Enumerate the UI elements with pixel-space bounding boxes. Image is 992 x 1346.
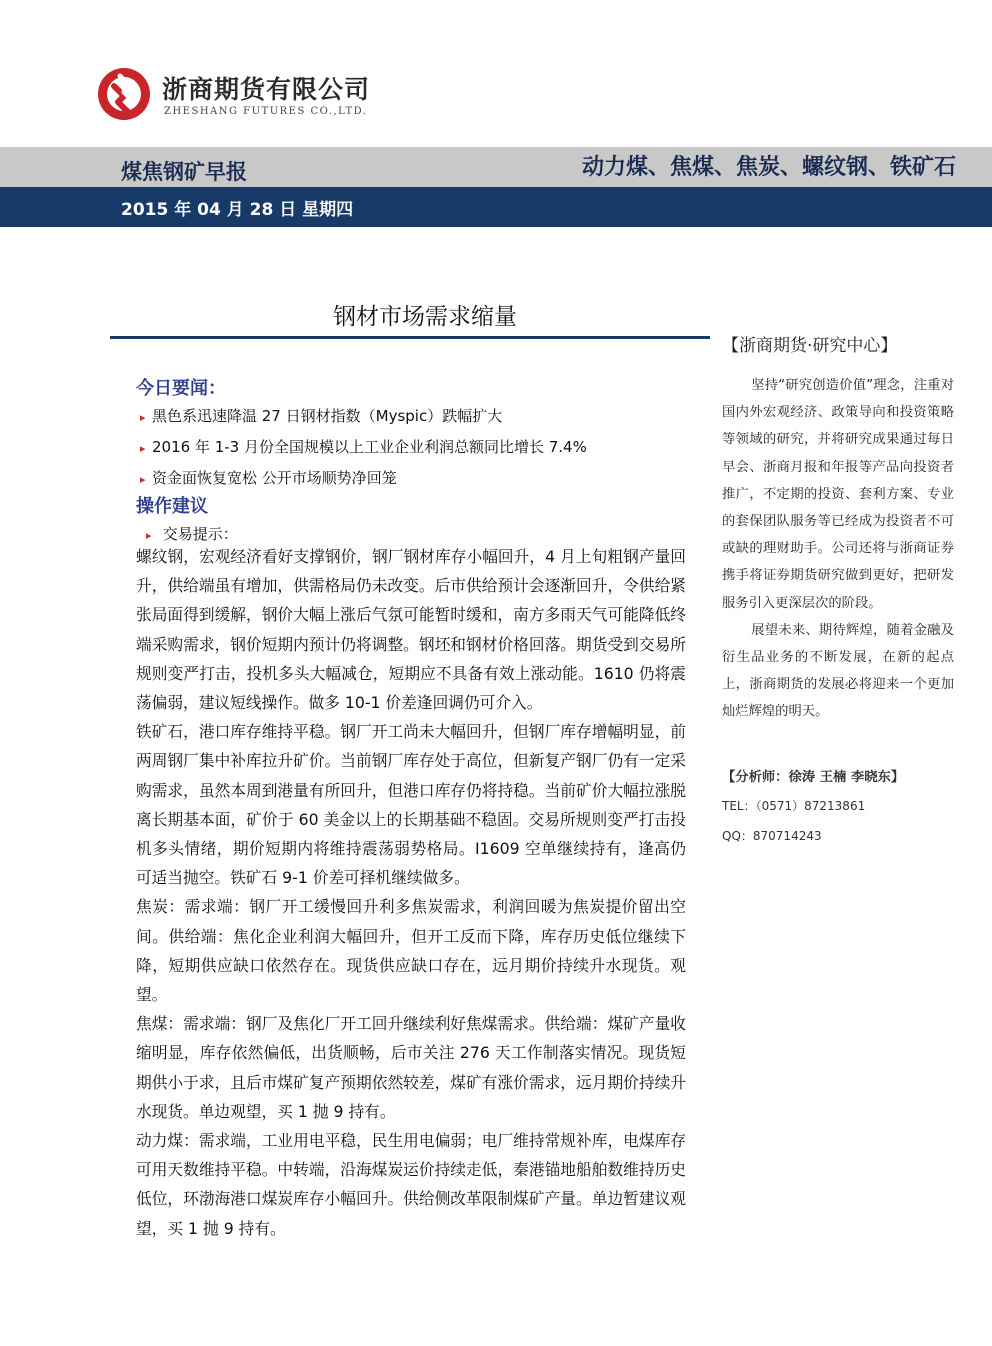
headline-divider (110, 336, 710, 339)
report-date: 2015 年 04 月 28 日 星期四 (121, 200, 354, 220)
logo-emblem-icon (96, 66, 152, 122)
research-center-sidebar (722, 330, 954, 844)
company-name-en: ZHESHANG FUTURES CO.,LTD. (164, 106, 368, 117)
company-name-cn: 浙商期货有限公司 (162, 75, 371, 104)
trade-tip-label: ▸ 交易提示： (136, 519, 686, 549)
headline: 钢材市场需求缩量 (333, 304, 517, 330)
news-section-title: 今日要闻： (136, 378, 226, 399)
company-logo (96, 66, 386, 126)
news-item: ▸ 黑色系迅速降温 27 日钢材指数（Myspic）跌幅扩大 (136, 401, 686, 432)
sidebar-body (722, 372, 954, 726)
advice-body (136, 542, 686, 1243)
coke-paragraph: 焦炭：需求端：钢厂开工缓慢回升利多焦炭需求，利润回暖为焦炭提价留出空间。供给端：焦化企业利润大幅回升，但开工反而下降，库存历史低位继续下降，短期供应缺口依然存在。现货供应缺口存在，远月期价持续升水现货。观望。 (136, 897, 686, 1005)
bullet-arrow-icon: ▸ (146, 529, 152, 542)
bullet-arrow-icon: ▸ (140, 473, 146, 486)
bullet-arrow-icon: ▸ (140, 411, 146, 424)
analyst-names: 【分析师：徐涛 王楠 李晓东】 (722, 769, 905, 785)
advice-section-title: 操作建议 (136, 496, 208, 517)
news-item: ▸ 2016 年 1-3 月份全国规模以上工业企业利润总额同比增长 7.4% (136, 432, 686, 463)
thermal-coal-paragraph: 动力煤：需求端，工业用电平稳，民生用电偏弱；电厂维持常规补库，电煤库存可用天数维持平稳。中转端，沿海煤炭运价持续走低，秦港锚地船舶数维持历史低位，环渤海港口煤炭库存小幅回升。供给侧改革限制煤矿产量。单边暂建议观望，买 1 抛 9 持有。 (136, 1131, 686, 1238)
iron-ore-paragraph: 铁矿石，港口库存维持平稳。钢厂开工尚未大幅回升，但钢厂库存增幅明显，前两周钢厂集中补库拉升矿价。当前钢厂库存处于高位，但新复产钢厂仍有一定采购需求，虽然本周到港量有所回升，但港口库存仍将持稳。当前矿价大幅拉涨脱离长期基本面，矿价于 60 美金以上的长期基础不稳固。交易所规则变严打击投机多头情绪，期价短期内将维持震荡弱势格局。I1609 空单继续持有，逢高仍可适当抛空。铁矿石 9-1 价差可择机继续做多。 (136, 722, 686, 888)
rebar-paragraph: 螺纹钢，宏观经济看好支撑钢价，钢厂钢材库存小幅回升，4 月上旬粗钢产量回升，供给端虽有增加，供需格局仍未改变。后市供给预计会逐渐回升，令供给紧张局面得到缓解，钢价大幅上涨后气氛可能暂时缓和，南方多雨天气可能降低终端采购需求，钢价短期内预计仍将调整。钢坯和钢材价格回落。期货受到交易所规则变严打击，投机多头大幅减仓，短期应不具备有效上涨动能。1610 仍将震荡偏弱，建议短线操作。做多 10-1 价差逢回调仍可介入。 (136, 547, 686, 713)
news-item: ▸ 资金面恢复宽松 公开市场顺势净回笼 (136, 463, 686, 494)
sidebar-paragraph: 坚持“研究创造价值”理念，注重对国内外宏观经济、政策导向和投资策略等领域的研究，并将研究成果通过每日早会、浙商月报和年报等产品向投资者推广，不定期的投资、套利方案、专业的套保团队服务等已经成为投资者不可或缺的理财助手。公司还将与浙商证券携手将证券期货研究做到更好，把研发服务引入更深层次的阶段。 (722, 378, 954, 611)
bullet-arrow-icon: ▸ (140, 442, 146, 455)
main-column (136, 376, 686, 549)
contact-qq: QQ：870714243 (722, 828, 822, 843)
commodity-list: 动力煤、焦煤、焦炭、螺纹钢、铁矿石 (581, 155, 956, 180)
contact-tel: TEL：（0571）87213861 (722, 798, 866, 813)
sidebar-paragraph: 展望未来、期待辉煌，随着金融及衍生品业务的不断发展，在新的起点上，浙商期货的发展必将迎来一个更加灿烂辉煌的明天。 (722, 622, 954, 720)
report-name: 煤焦钢矿早报 (121, 160, 247, 184)
sidebar-title: 【浙商期货·研究中心】 (722, 336, 898, 356)
coking-coal-paragraph: 焦煤：需求端：钢厂及焦化厂开工回升继续利好焦煤需求。供给端：煤矿产量收缩明显，库存依然偏低，出货顺畅，后市关注 276 天工作制落实情况。现货短期供小于求，且后市煤矿复产预期依然较差，煤矿有涨价需求，远月期价持续升水现货。单边观望，买 1 抛 9 持有。 (136, 1014, 686, 1121)
